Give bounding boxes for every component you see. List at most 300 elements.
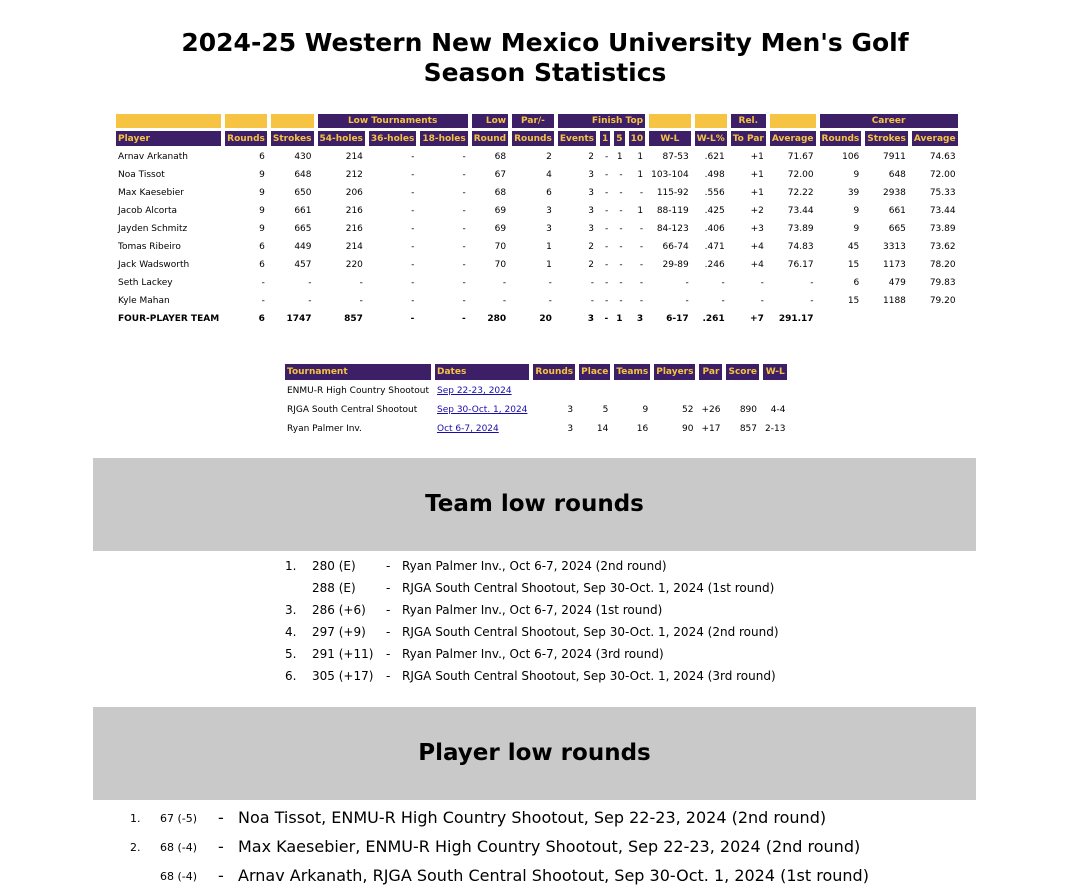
tournament-stat: 9 <box>642 405 649 415</box>
stat-cell: - <box>411 205 415 216</box>
column-header: 54-holes <box>318 131 365 146</box>
stat-cell: 6 <box>259 259 265 270</box>
stat-cell: - <box>639 241 644 252</box>
tournament-row <box>285 383 787 399</box>
stat-cell: +3 <box>750 223 764 234</box>
low-round-description: Ryan Palmer Inv., Oct 6-7, 2024 (1st round) <box>402 603 663 617</box>
tournament-column-header: Rounds <box>533 364 575 380</box>
stat-cell: - <box>462 223 466 234</box>
stat-cell: - <box>760 277 764 288</box>
stat-cell: 75.33 <box>929 187 956 198</box>
stat-cell: - <box>411 259 415 270</box>
player-name: Jack Wadsworth <box>118 259 190 270</box>
stat-cell: - <box>548 295 552 306</box>
stat-cell: 6 <box>259 241 265 252</box>
low-round-dash: - <box>386 559 391 573</box>
low-round-dash: - <box>386 625 391 639</box>
stat-cell: 106 <box>842 151 860 162</box>
player-row <box>116 185 958 200</box>
stat-cell: 70 <box>494 259 507 270</box>
stat-cell: - <box>308 277 312 288</box>
page-title <box>0 28 1090 88</box>
tournament-name: ENMU-R High Country Shootout <box>287 386 429 396</box>
tournament-column-header: Score <box>726 364 759 380</box>
stat-cell: 6 <box>259 151 265 162</box>
stat-cell: .246 <box>704 259 725 270</box>
stat-cell: 4 <box>546 169 552 180</box>
stat-cell: 648 <box>294 169 312 180</box>
group-header-row <box>116 114 958 128</box>
tournament-stat: 2-13 <box>765 424 786 434</box>
stat-cell: - <box>721 277 725 288</box>
stat-cell: - <box>462 277 466 288</box>
stat-cell: 2 <box>546 151 552 162</box>
tournament-stat: 52 <box>682 405 694 415</box>
group-header-blank <box>116 114 221 128</box>
player-low-rounds-heading: Player low rounds <box>418 740 651 766</box>
tournament-stat: 4-4 <box>770 405 786 415</box>
column-header: W-L <box>649 131 691 146</box>
low-round-rank: 4. <box>285 625 297 639</box>
column-header: 1 <box>600 131 610 146</box>
stat-cell: .498 <box>704 169 725 180</box>
stat-cell: - <box>411 295 415 306</box>
team-stat-cell: +7 <box>750 313 764 324</box>
tournament-column-header: Par <box>699 364 722 380</box>
title-line-1: 2024-25 Western New Mexico University Men's Golf <box>181 28 909 57</box>
stat-cell: 661 <box>294 205 312 216</box>
column-header: Strokes <box>271 131 314 146</box>
stat-cell: 79.83 <box>929 277 956 288</box>
column-header: Strokes <box>865 131 908 146</box>
low-round-description: Noa Tissot, ENMU-R High Country Shootout, Sep 22-23, 2024 (2nd round) <box>238 808 827 827</box>
stat-cell: 648 <box>888 169 906 180</box>
low-round-dash: - <box>386 581 391 595</box>
stat-cell: .556 <box>704 187 725 198</box>
tournament-stat: 14 <box>596 424 609 434</box>
season-stats-table <box>112 111 962 329</box>
low-round-score: 280 (E) <box>312 559 356 573</box>
team-stat-cell: 857 <box>344 313 363 324</box>
stat-cell: - <box>605 223 609 234</box>
stat-cell: 206 <box>345 187 363 198</box>
stat-cell: - <box>462 295 466 306</box>
stat-cell: 71.67 <box>787 151 814 162</box>
low-round-description: Max Kaesebier, ENMU-R High Country Shootout, Sep 22-23, 2024 (2nd round) <box>238 837 861 856</box>
stat-cell: 650 <box>294 187 312 198</box>
stat-cell: 9 <box>853 205 860 216</box>
stat-cell: 2 <box>588 151 595 162</box>
stat-cell: - <box>462 205 466 216</box>
column-header: Round <box>472 131 508 146</box>
stat-cell: 39 <box>847 187 860 198</box>
stat-cell: .406 <box>704 223 725 234</box>
stat-cell: 661 <box>888 205 906 216</box>
low-round-rank: 5. <box>285 647 297 661</box>
stat-cell: 72.00 <box>787 169 814 180</box>
column-header: Rounds <box>512 131 554 146</box>
player-row <box>116 221 958 236</box>
stat-cell: 2 <box>588 259 595 270</box>
stat-cell: 3 <box>546 223 552 234</box>
stat-cell: - <box>619 277 623 288</box>
stat-cell: 66-74 <box>662 241 689 252</box>
stat-cell: - <box>411 169 415 180</box>
tournament-row <box>285 421 787 437</box>
stat-cell: 73.89 <box>929 223 956 234</box>
stat-cell: 212 <box>345 169 363 180</box>
stat-cell: - <box>619 223 623 234</box>
tournament-stat: 16 <box>636 424 649 434</box>
stat-cell: - <box>261 277 265 288</box>
stat-cell: 84-123 <box>656 223 689 234</box>
stat-cell: 103-104 <box>651 169 689 180</box>
stat-cell: 479 <box>888 277 906 288</box>
tournament-column-header: Place <box>579 364 610 380</box>
tournament-stat: 90 <box>682 424 694 434</box>
stat-cell: .471 <box>704 241 725 252</box>
stat-cell: 1 <box>637 169 644 180</box>
stat-cell: 87-53 <box>662 151 689 162</box>
team-stat-cell: - <box>461 313 466 324</box>
low-round-rank: 1. <box>130 812 141 825</box>
column-header: Rounds <box>820 131 862 146</box>
stat-cell: 430 <box>294 151 312 162</box>
tournament-header-row <box>285 364 787 380</box>
stat-cell: - <box>639 295 644 306</box>
stat-cell: - <box>619 295 623 306</box>
tournament-column-header: Dates <box>435 364 529 380</box>
stat-cell: - <box>721 295 725 306</box>
column-header: 5 <box>614 131 624 146</box>
stat-cell: - <box>619 241 623 252</box>
tournament-stat: 3 <box>567 405 574 415</box>
player-name: Max Kaesebier <box>118 187 184 198</box>
stat-cell: 67 <box>494 169 507 180</box>
group-header-par: Par/- <box>512 114 554 128</box>
team-stat-cell: - <box>410 313 415 324</box>
stat-cell: 457 <box>294 259 312 270</box>
stat-cell: 69 <box>494 223 507 234</box>
tournament-name: RJGA South Central Shootout <box>287 405 418 415</box>
group-header-career: Career <box>820 114 958 128</box>
group-header-blank <box>695 114 727 128</box>
team-stat-cell <box>820 311 862 326</box>
player-name: Seth Lackey <box>118 277 173 288</box>
stat-cell: - <box>411 151 415 162</box>
stat-cell: 1 <box>546 259 552 270</box>
stat-cell: 15 <box>847 259 860 270</box>
stat-cell: - <box>605 259 609 270</box>
stat-cell: - <box>411 223 415 234</box>
column-header: Player <box>116 131 221 146</box>
tournament-row <box>285 402 787 418</box>
stat-cell: +1 <box>750 151 764 162</box>
player-name: Noa Tissot <box>118 169 165 180</box>
stat-cell: - <box>639 277 644 288</box>
group-header-rel: Rel. <box>731 114 766 128</box>
team-stat-cell: 6 <box>258 313 265 324</box>
stat-cell: 665 <box>294 223 312 234</box>
team-stat-cell: 3 <box>587 313 595 324</box>
player-row <box>116 239 958 254</box>
team-stat-cell: 3 <box>636 313 644 324</box>
player-name: Arnav Arkanath <box>118 151 188 162</box>
stat-cell: - <box>605 151 609 162</box>
stat-cell: 216 <box>345 205 363 216</box>
low-round-score: 288 (E) <box>312 581 356 595</box>
column-header: W-L% <box>695 131 727 146</box>
tournament-dates <box>435 402 529 418</box>
low-round-score: 305 (+17) <box>312 669 374 683</box>
stat-cell: - <box>605 277 609 288</box>
stat-cell: 7911 <box>883 151 906 162</box>
team-stat-cell: - <box>604 313 609 324</box>
group-header-blank <box>225 114 267 128</box>
low-round-dash: - <box>218 837 224 856</box>
player-row <box>116 167 958 182</box>
low-round-score: 67 (-5) <box>160 812 198 825</box>
stat-cell: - <box>619 169 623 180</box>
tournament-dates-link[interactable]: Oct 6-7, 2024 <box>437 424 499 434</box>
stat-cell: 1173 <box>883 259 906 270</box>
stat-cell: - <box>605 169 609 180</box>
stat-cell: 9 <box>259 169 265 180</box>
stat-cell: 73.44 <box>929 205 956 216</box>
group-header-blank <box>770 114 816 128</box>
stat-cell: - <box>308 295 312 306</box>
player-name: Jacob Alcorta <box>118 205 178 216</box>
stat-cell: 220 <box>345 259 363 270</box>
stat-cell: - <box>359 295 363 306</box>
tournament-stat <box>533 383 575 399</box>
team-label: FOUR-PLAYER TEAM <box>118 313 220 324</box>
tournament-rows <box>285 383 787 437</box>
stat-cell: - <box>462 151 466 162</box>
tournament-stat <box>726 383 759 399</box>
stat-cell: - <box>605 187 609 198</box>
column-header: Average <box>912 131 958 146</box>
stat-cell: 216 <box>345 223 363 234</box>
stat-cell: 1 <box>616 151 623 162</box>
stat-cell: 214 <box>345 151 363 162</box>
tournament-stat: 890 <box>739 405 758 415</box>
tournament-column-header: W-L <box>763 364 787 380</box>
group-header-blank <box>271 114 314 128</box>
low-round-description: RJGA South Central Shootout, Sep 30-Oct. 1, 2024 (1st round) <box>402 581 775 595</box>
low-round-score: 68 (-4) <box>160 841 198 854</box>
column-header: 36-holes <box>369 131 416 146</box>
player-name: Jayden Schmitz <box>118 223 188 234</box>
column-header: 10 <box>629 131 646 146</box>
low-round-rank: 6. <box>285 669 297 683</box>
player-row <box>116 149 958 164</box>
stat-cell: .425 <box>704 205 725 216</box>
stat-cell: 72.00 <box>929 169 956 180</box>
stat-cell: 214 <box>345 241 363 252</box>
stat-cell: .621 <box>704 151 725 162</box>
tournament-stat: +17 <box>701 424 721 434</box>
column-header: To Par <box>731 131 766 146</box>
low-round-rank: 2. <box>130 841 141 854</box>
team-low-rounds-banner <box>93 458 976 551</box>
team-stat-cell: 20 <box>539 313 552 324</box>
team-total-row <box>116 311 958 326</box>
stat-cell: 6 <box>853 277 860 288</box>
stat-cell: - <box>548 277 552 288</box>
stat-cell: 9 <box>853 223 860 234</box>
stat-cell: 74.83 <box>787 241 814 252</box>
stat-cell: 68 <box>494 151 507 162</box>
column-header: Events <box>558 131 596 146</box>
stat-cell: 9 <box>853 169 860 180</box>
stat-cell: 69 <box>494 205 507 216</box>
player-row <box>116 257 958 272</box>
tournament-dates-link[interactable]: Sep 22-23, 2024 <box>437 386 512 396</box>
stat-cell: - <box>639 223 644 234</box>
stat-cell: - <box>411 187 415 198</box>
stat-cell: 73.62 <box>929 241 956 252</box>
tournament-column-header: Tournament <box>285 364 431 380</box>
low-round-score: 68 (-4) <box>160 870 198 883</box>
tournament-table <box>281 361 791 440</box>
low-round-score: 286 (+6) <box>312 603 366 617</box>
stat-cell: - <box>639 187 644 198</box>
stat-cell: - <box>261 295 265 306</box>
stat-cell: 72.22 <box>787 187 814 198</box>
stat-cell: +2 <box>750 205 764 216</box>
stat-cell: 3 <box>588 205 595 216</box>
tournament-stat: +26 <box>701 405 721 415</box>
stat-cell: 74.63 <box>929 151 956 162</box>
team-stat-cell: 1747 <box>286 313 312 324</box>
stat-cell: 79.20 <box>929 295 956 306</box>
stat-cell: 45 <box>847 241 860 252</box>
stat-cell: - <box>605 241 609 252</box>
player-row <box>116 275 958 290</box>
stat-cell: 29-89 <box>662 259 689 270</box>
stat-cell: +4 <box>750 259 764 270</box>
team-stat-cell <box>912 311 958 326</box>
stat-cell: +1 <box>750 187 764 198</box>
stat-cell: - <box>760 295 764 306</box>
tournament-stat <box>699 383 722 399</box>
low-round-description: RJGA South Central Shootout, Sep 30-Oct. 1, 2024 (2nd round) <box>402 625 779 639</box>
stat-cell: 68 <box>494 187 507 198</box>
stat-cell: - <box>462 187 466 198</box>
stat-cell: 9 <box>259 205 265 216</box>
tournament-dates <box>435 383 529 399</box>
stat-cell: 1 <box>637 205 644 216</box>
group-header-finish-top: Finish Top <box>558 114 645 128</box>
low-round-score: 291 (+11) <box>312 647 374 661</box>
stat-cell: - <box>359 277 363 288</box>
stat-cell: - <box>462 241 466 252</box>
low-round-dash: - <box>386 647 391 661</box>
player-name: Tomas Ribeiro <box>118 241 181 252</box>
low-round-rank: 1. <box>285 559 297 573</box>
tournament-stat <box>579 383 610 399</box>
stat-cell: 665 <box>888 223 906 234</box>
team-stat-cell: 280 <box>487 313 507 324</box>
stat-cell: 115-92 <box>656 187 689 198</box>
team-stat-cell: 6-17 <box>666 313 689 324</box>
low-round-score: 297 (+9) <box>312 625 366 639</box>
stat-cell: - <box>411 241 415 252</box>
team-low-rounds-heading: Team low rounds <box>425 491 644 517</box>
stat-cell: 1 <box>637 151 644 162</box>
column-header: 18-holes <box>420 131 467 146</box>
tournament-name: Ryan Palmer Inv. <box>287 424 362 434</box>
low-round-description: Ryan Palmer Inv., Oct 6-7, 2024 (3rd round) <box>402 647 664 661</box>
stat-cell: 78.20 <box>929 259 956 270</box>
group-header-low-tournaments: Low Tournaments <box>318 114 468 128</box>
stat-cell: - <box>605 205 609 216</box>
stat-cell: - <box>810 295 814 306</box>
tournament-stat <box>614 383 650 399</box>
stat-cell: - <box>605 295 609 306</box>
player-name: Kyle Mahan <box>118 295 170 306</box>
stat-cell: - <box>810 277 814 288</box>
stat-cell: - <box>685 277 689 288</box>
stat-cell: 73.44 <box>787 205 814 216</box>
low-round-dash: - <box>218 866 224 885</box>
team-stat-cell: 291.17 <box>778 313 814 324</box>
stat-cell: 70 <box>494 241 507 252</box>
stat-cell: 2938 <box>883 187 906 198</box>
tournament-column-header: Teams <box>614 364 650 380</box>
stat-cell: - <box>462 259 466 270</box>
group-header-blank <box>649 114 691 128</box>
stat-cell: 3 <box>546 205 552 216</box>
tournament-dates-link[interactable]: Sep 30-Oct. 1, 2024 <box>437 405 528 415</box>
low-round-description: Ryan Palmer Inv., Oct 6-7, 2024 (2nd round) <box>402 559 667 573</box>
stat-cell: 449 <box>294 241 312 252</box>
stat-cell: - <box>639 259 644 270</box>
team-stat-cell <box>865 311 908 326</box>
stat-cell: 73.89 <box>787 223 814 234</box>
player-row <box>116 293 958 308</box>
low-round-rank: 3. <box>285 603 297 617</box>
tournament-dates <box>435 421 529 437</box>
title-line-2: Season Statistics <box>423 58 667 87</box>
stat-cell: - <box>619 259 623 270</box>
stat-cell: - <box>619 205 623 216</box>
tournament-stat: 3 <box>567 424 574 434</box>
stat-cell: 1188 <box>883 295 906 306</box>
stat-cell: 1 <box>546 241 552 252</box>
column-header: Rounds <box>225 131 267 146</box>
low-round-dash: - <box>386 603 391 617</box>
stat-cell: 3 <box>588 169 595 180</box>
stat-cell: 15 <box>847 295 860 306</box>
stat-cell: - <box>502 277 507 288</box>
stat-cell: - <box>619 187 623 198</box>
player-rows <box>116 149 958 308</box>
player-low-rounds-banner <box>93 707 976 800</box>
stat-cell: - <box>590 295 595 306</box>
team-stat-cell: .261 <box>702 313 725 324</box>
stat-cell: - <box>462 169 466 180</box>
stat-cell: 6 <box>546 187 552 198</box>
stat-cell: - <box>590 277 595 288</box>
tournament-column-header: Players <box>654 364 695 380</box>
stat-cell: +4 <box>750 241 764 252</box>
tournament-stat: 5 <box>602 405 609 415</box>
column-header-row <box>116 131 958 146</box>
stat-cell: 9 <box>259 223 265 234</box>
group-header-low: Low <box>472 114 508 128</box>
